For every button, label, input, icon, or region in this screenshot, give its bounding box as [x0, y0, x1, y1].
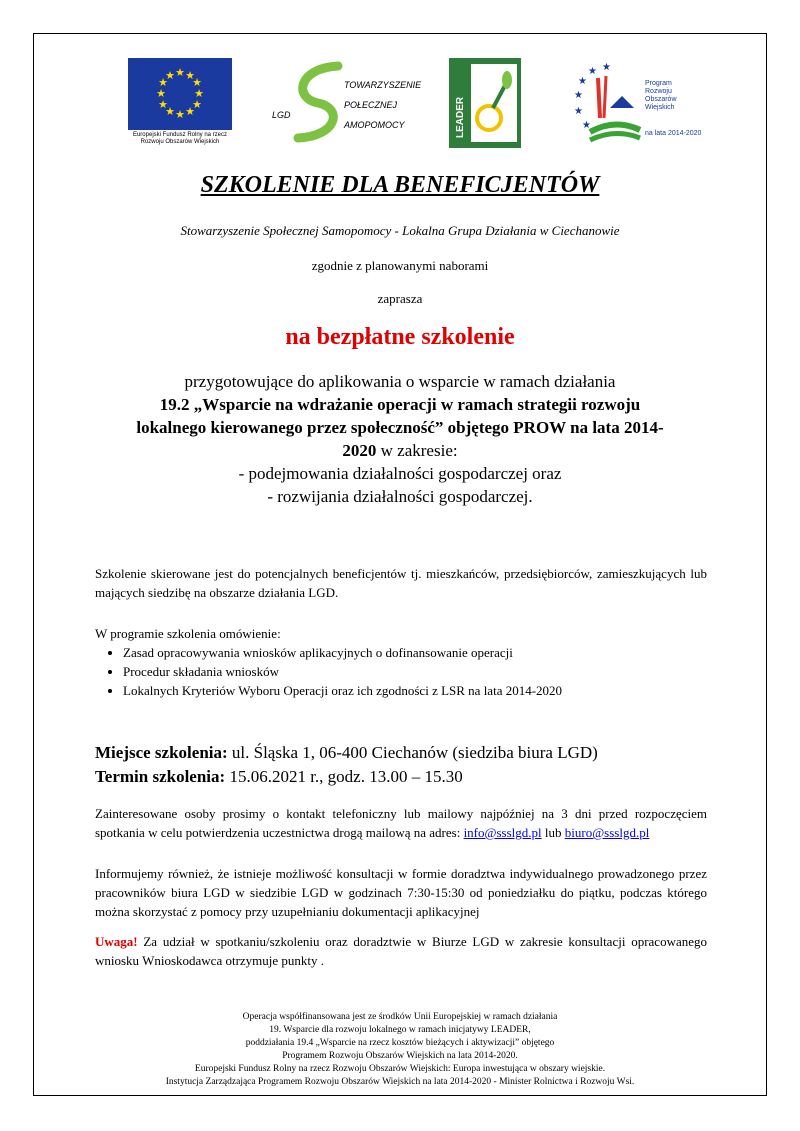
svg-text:★: ★ — [185, 105, 195, 118]
svg-text:★: ★ — [574, 106, 583, 117]
footer-line: Instytucja Zarządzająca Programem Rozwoju Obszarów Wiejskich na lata 2014-2020 - Minister Rolnictwa i Rozwoju Wsi. — [165, 1077, 635, 1087]
contact-or: lub — [541, 825, 565, 840]
warning-label: Uwaga! — [95, 934, 138, 949]
scope-line: - podejmowania działalności gospodarczej oraz — [238, 464, 562, 483]
prow-name — [645, 80, 677, 112]
association-line1: TOWARZYSZENIE — [344, 80, 422, 90]
svg-text:★: ★ — [574, 90, 583, 101]
footer-line: Europejski Fundusz Rolny na rzecz Rozwoju Obszarów Wiejskich: Europa inwestująca w obszary wiejskie. — [194, 1064, 606, 1074]
venue-value: ul. Śląska 1, 06-400 Ciechanów (siedziba biura LGD) — [227, 743, 598, 762]
svg-text:★: ★ — [165, 69, 175, 82]
prow-logo — [570, 58, 710, 148]
svg-text:★: ★ — [582, 120, 591, 131]
invites-line: zaprasza — [377, 291, 423, 306]
scope-line: w zakresie: — [376, 441, 458, 460]
venue-and-date — [95, 741, 598, 789]
email-link-info[interactable]: info@ssslgd.pl — [463, 825, 542, 840]
prow-line: Wiejskich — [645, 104, 675, 111]
email-link-biuro[interactable]: biuro@ssslgd.pl — [564, 825, 650, 840]
eu-flag — [128, 58, 232, 130]
program-lead: W programie szkolenia omówienie: — [95, 626, 281, 641]
association-line3: AMOPOMOCY — [344, 120, 405, 130]
page-title: SZKOLENIE DLA BENEFICJENTÓW — [200, 172, 600, 198]
svg-text:★: ★ — [175, 108, 185, 121]
notice-paragraph — [95, 932, 707, 970]
svg-text:★: ★ — [158, 98, 168, 111]
training-scope — [0, 370, 800, 508]
date-label: Termin szkolenia: — [95, 767, 226, 786]
scope-line: - rozwijania działalności gospodarczej. — [267, 487, 533, 506]
svg-text:★: ★ — [192, 76, 202, 89]
svg-text:★: ★ — [175, 66, 185, 79]
svg-text:★: ★ — [602, 62, 611, 73]
svg-text:★: ★ — [194, 87, 204, 100]
free-training-heading: na bezpłatne szkolenie — [285, 324, 515, 350]
svg-text:★: ★ — [588, 66, 597, 77]
scope-line: przygotowujące do aplikowania o wsparcie w ramach działania — [184, 372, 616, 391]
subtitle-line: zgodnie z planowanymi naborami — [311, 258, 489, 273]
program-list — [95, 643, 707, 700]
footer-line: Programem Rozwoju Obszarów Wiejskich na lata 2014-2020. — [282, 1051, 518, 1061]
svg-text:★: ★ — [156, 87, 166, 100]
scope-year: 2020 — [342, 441, 377, 460]
leader-emblem-icon — [449, 58, 521, 148]
svg-text:★: ★ — [158, 76, 168, 89]
venue-label: Miejsce szkolenia: — [95, 743, 228, 762]
association-logo — [258, 58, 438, 146]
leader-logo — [449, 58, 521, 148]
svg-text:★: ★ — [165, 105, 175, 118]
prow-years: na lata 2014-2020 — [645, 130, 702, 137]
svg-text:★: ★ — [185, 69, 195, 82]
list-item: • Procedur składania wniosków — [123, 662, 707, 681]
eu-logo — [128, 58, 232, 146]
contact-text: Zainteresowane osoby prosimy o kontakt telefoniczny lub mailowy najpóźniej na 3 dni przed rozpoczęciem spotkania w celu potwierdzenia uczestnictwa drogą mailową na adres: — [95, 806, 707, 840]
footer-line: poddziałania 19.4 „Wsparcie na rzecz kosztów bieżących i aktywizacji” objętego — [245, 1038, 555, 1048]
footer-line: Operacja współfinansowana jest ze środków Unii Europejskiej w ramach działania — [242, 1012, 558, 1022]
association-lgd-text: LGD — [272, 110, 291, 120]
scope-line: 19.2 „Wsparcie na wdrażanie operacji w ramach strategii rozwoju — [159, 395, 641, 414]
notice-text: Za udział w spotkaniu/szkoleniu oraz doradztwie w Biurze LGD w zakresie konsultacji opracowanego wniosku Wnioskodawca otrzymuje punkty . — [95, 934, 707, 968]
association-s-icon — [258, 58, 438, 146]
scope-line: lokalnego kierowanego przez społeczność” objętego PROW na lata 2014- — [136, 418, 664, 437]
svg-text:★: ★ — [192, 98, 202, 111]
footer-line: 19. Wsparcie dla rozwoju lokalnego w ramach inicjatywy LEADER, — [269, 1025, 531, 1035]
eu-stars-icon — [128, 58, 232, 130]
svg-text:★: ★ — [578, 76, 587, 87]
program-section — [95, 624, 707, 700]
prow-line: Rozwoju — [645, 88, 672, 95]
contact-paragraph — [95, 804, 707, 842]
target-audience-paragraph: Szkolenie skierowane jest do potencjalnych beneficjentów tj. mieszkańców, przedsiębiorców, zamieszkujących lub mających siedzibę na obszarze działania LGD. — [95, 566, 707, 600]
prow-emblem-icon — [570, 58, 642, 148]
leader-text: LEADER — [455, 96, 466, 138]
funding-footer — [0, 1011, 800, 1089]
prow-line: Program — [645, 80, 672, 87]
list-item: • Zasad opracowywania wniosków aplikacyjnych o dofinansowanie operacji — [123, 643, 707, 662]
consultation-paragraph: Informujemy również, że istnieje możliwość konsultacji w formie doradztwa indywidualnego prowadzonego przez pracowników biura LGD w siedzibie LGD w godzinach 7:30-15:30 od poniedziałku do piątku, podczas którego można skorzystać z pomocy przy uzupełnianiu dokumentacji aplikacyjnej — [95, 866, 707, 919]
prow-line: Obszarów — [645, 96, 677, 103]
organizer: Stowarzyszenie Społecznej Samopomocy - Lokalna Grupa Działania w Ciechanowie — [180, 223, 620, 238]
date-value: 15.06.2021 r., godz. 13.00 – 15.30 — [225, 767, 463, 786]
list-item: • Lokalnych Kryteriów Wyboru Operacji oraz ich zgodności z LSR na lata 2014-2020 — [123, 681, 707, 700]
association-line2: POŁECZNEJ — [344, 100, 398, 110]
eu-caption: Europejski Fundusz Rolny na rzecz Rozwoju Obszarów Wiejskich — [132, 132, 228, 145]
logo-bar — [0, 58, 800, 148]
